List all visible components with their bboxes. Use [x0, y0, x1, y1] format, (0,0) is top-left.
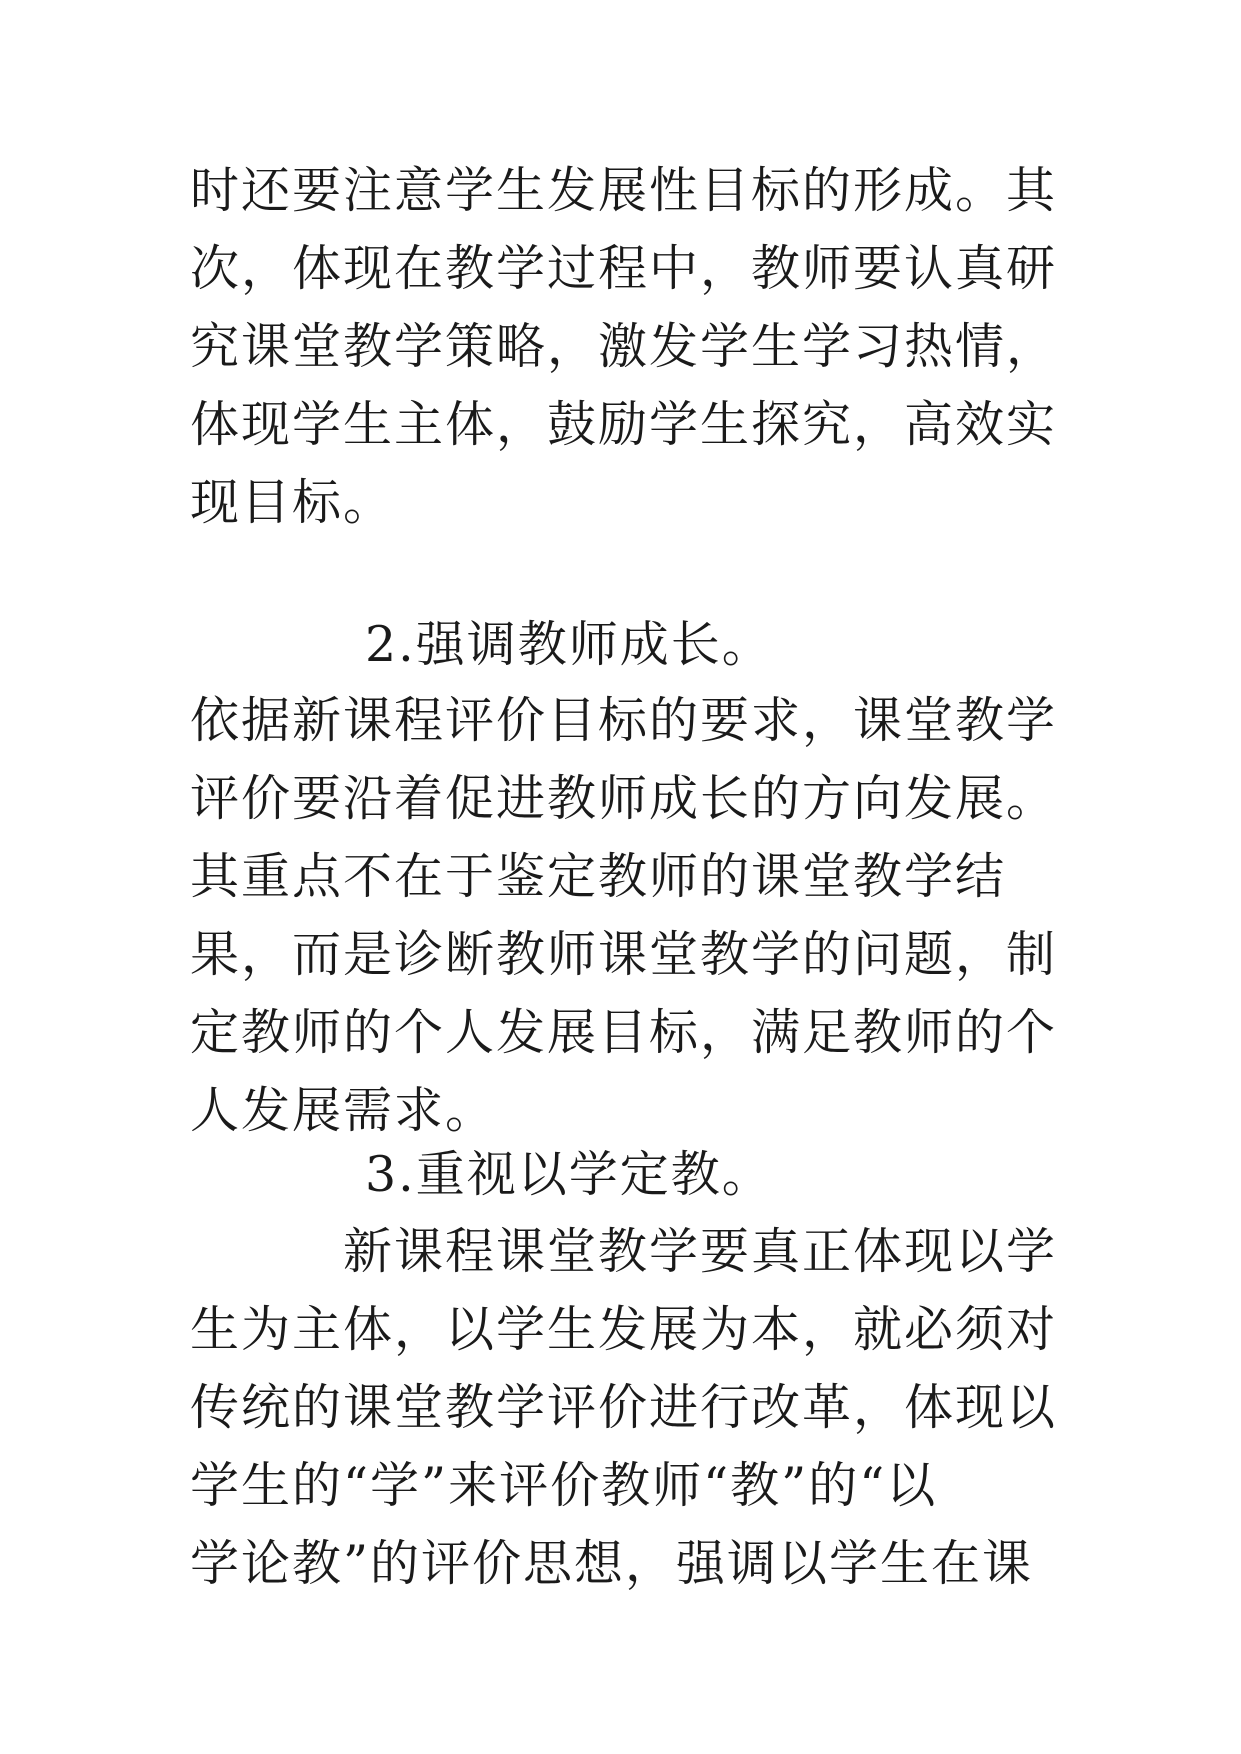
text-line: 时还要注意学生发展性目标的形成。其 [190, 162, 1058, 219]
text-line: 果，而是诊断教师课堂教学的问题，制 [190, 926, 1058, 983]
text-line: 次，体现在教学过程中，教师要认真研 [190, 240, 1058, 297]
section-2-body [190, 682, 1058, 1150]
section-heading-3: 3.重视以学定教。 [365, 1146, 773, 1203]
text-line: 定教师的个人发展目标，满足教师的个 [190, 1004, 1058, 1061]
text-line: 究课堂教学策略，激发学生学习热情， [190, 318, 1058, 375]
text-line: 其重点不在于鉴定教师的课堂教学结 [190, 848, 1007, 905]
text-line: 现目标。 [190, 474, 395, 531]
text-line: 人发展需求。 [190, 1082, 497, 1139]
text-line: 生为主体，以学生发展为本，就必须对 [190, 1301, 1058, 1358]
paragraph-continuation [190, 152, 1058, 542]
text-line: 新课程课堂教学要真正体现以学 [190, 1223, 1058, 1280]
section-heading-2: 2.强调教师成长。 [365, 616, 773, 673]
text-line: 学论教”的评价思想，强调以学生在课 [190, 1535, 1034, 1592]
text-line: 传统的课堂教学评价进行改革，体现以 [190, 1379, 1058, 1436]
section-3-body [190, 1213, 1058, 1603]
text-line: 体现学生主体，鼓励学生探究，高效实 [190, 396, 1058, 453]
text-line: 评价要沿着促进教师成长的方向发展。 [190, 770, 1058, 827]
text-line: 依据新课程评价目标的要求，课堂教学 [190, 692, 1058, 749]
text-line: 学生的“学”来评价教师“教”的“以 [190, 1457, 938, 1514]
